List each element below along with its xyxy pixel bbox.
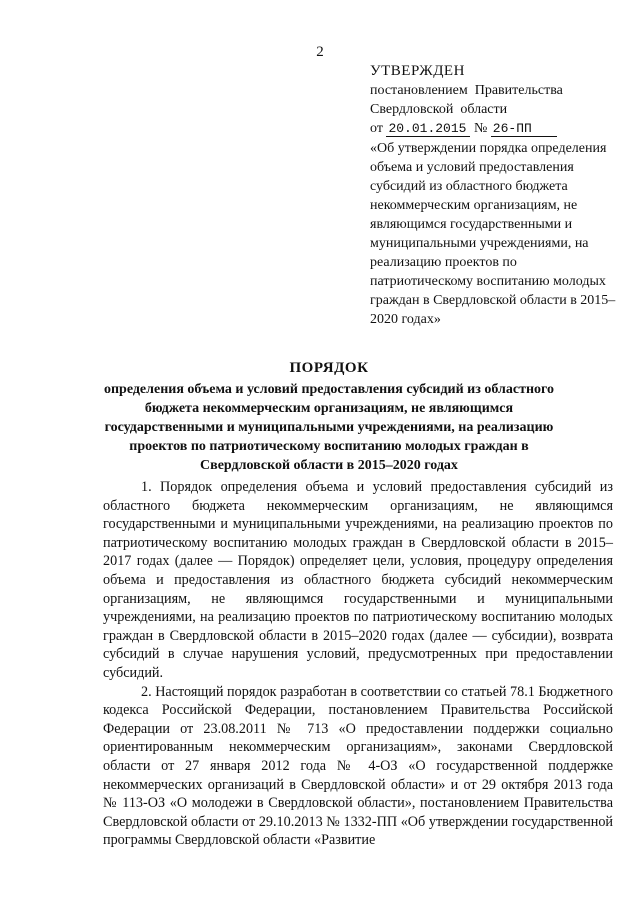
paragraph-1: 1. Порядок определения объема и условий предоставления субсидий из областного бюджета некоммерческим организациям, не являющимся государственными и муниципальными учреждениями, на реализацию проектов по патриотическому воспитанию молодых граждан в Свердловской области в 2015–2017 годах (далее — Порядок) определяет цели, условия, процедуру определения объема и предоставления из областного бюджета субсидий некоммерческим организациям, не являющимся государственными и муниципальными учреждениями, на реализацию проектов по патриотическому воспитанию молодых граждан в Свердловской области в 2015–2020 годах (далее — субсидии), возврата субсидий в случае нарушения условий, предусмотренных при предоставлении субсидий. — [103, 479, 613, 681]
paragraph-2: 2. Настоящий порядок разработан в соответствии со статьей 78.1 Бюджетного кодекса Российской Федерации, постановлением Правительства Российской Федерации от 23.08.2011 № 713 «О предоставлении поддержки социально ориентированным некоммерческим организациям», законами Свердловской области от 27 января 2012 года № 4-ОЗ «О государственной поддержке некоммерческих организаций в Свердловской области» и от 29 октября 2013 года № 113-ОЗ «О молодежи в Свердловской области», постановлением Правительства Свердловской области от 29.10.2013 № 1332-ПП «Об утверждении государственной программы Свердловской области «Развитие — [103, 683, 614, 849]
number-prefix: № — [473, 121, 488, 136]
approval-number: 26-ПП — [491, 121, 557, 137]
approval-subject: «Об утверждении порядка определения объема и условий предоставления субсидий из областного бюджета некоммерческим организациям, не являющимся государственными и муниципальными учреждениями, на реализацию проектов по патриотическому воспитанию молодых граждан в Свердловской области в 2015–2020 годах» — [370, 141, 616, 327]
approval-date-number-line — [370, 119, 620, 138]
approval-date: 20.01.2015 — [386, 121, 470, 137]
approval-issuer-line: постановлением Правительства — [370, 83, 563, 98]
approval-region-line: Свердловской области — [370, 102, 508, 117]
document-body — [103, 478, 613, 850]
date-prefix: от — [370, 121, 383, 136]
document-subtitle: определения объема и условий предоставления субсидий из областного бюджета некоммерческим организациям, не являющимся государственными и муниципальными учреждениями, на реализацию проектов по патриотическому воспитанию молодых граждан в Свердловской области в 2015–2020 годах — [103, 382, 555, 473]
page-number: 2 — [316, 44, 324, 60]
approval-block — [370, 62, 620, 329]
document-title-block — [84, 360, 574, 475]
document-title: ПОРЯДОК — [289, 360, 369, 376]
approval-stamp: УТВЕРЖДЕН — [370, 63, 465, 79]
